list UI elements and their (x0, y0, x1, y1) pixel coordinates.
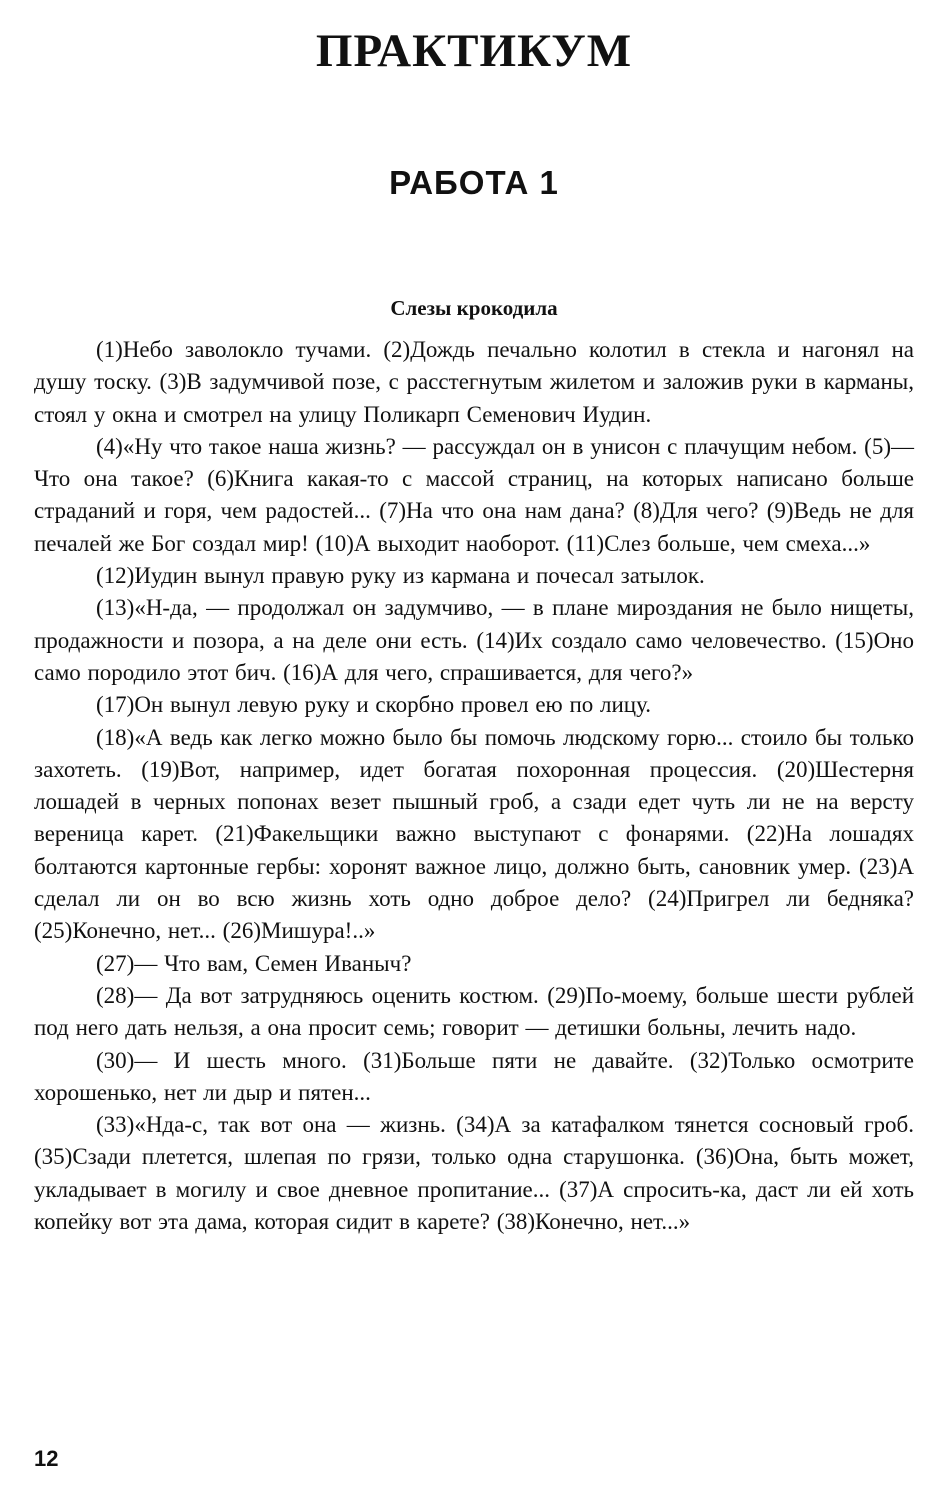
paragraph: (28)— Да вот затрудняюсь оценить костюм. (29)По-моему, больше шести рублей под него дать нельзя, а она просит семь; говорит — детишки больны, лечить надо. (34, 982, 914, 1041)
work-title: РАБОТА 1 (389, 164, 559, 201)
story-text (34, 334, 914, 1238)
story-title: Слезы крокодила (390, 296, 558, 320)
paragraph: (30)— И шесть много. (31)Больше пяти не давайте. (32)Только осмотрите хорошенько, нет ли дыр и пятен... (34, 1047, 914, 1105)
paragraph: (4)«Ну что такое наша жизнь? — рассуждал он в унисон с плачущим небом. (5)— Что она такое? (6)Книга какая-то с массой страниц, на которых написано больше страданий и горя, чем радостей... (7)На что она нам дана? (8)Для чего? (9)Ведь не для печалей же Бог создал мир! (10)А выходит наоборот. (11)Слез больше, чем смеха...» (34, 433, 914, 556)
paragraph: (13)«Н-да, — продолжал он задумчиво, — в плане мироздания не было нищеты, продажности и позора, а на деле они есть. (14)Их создало само человечество. (15)Оно само породило этот бич. (16)А для чего, спрашивается, для чего?» (34, 595, 914, 685)
paragraph: (12)Иудин вынул правую руку из кармана и почесал затылок. (96, 563, 705, 589)
book-page (34, 0, 914, 1506)
page-number: 12 (34, 1446, 59, 1471)
page-heading: ПРАКТИКУМ (315, 25, 633, 77)
paragraph: (17)Он вынул левую руку и скорбно провел ею по лицу. (96, 692, 652, 718)
paragraph: (1)Небо заволокло тучами. (2)Дождь печально колотил в стекла и нагонял на душу тоску. (3)В задумчивой позе, с расстегнутым жилетом и заложив руки в карманы, стоял у окна и смотрел на улицу Поликарп Семенович Иудин. (34, 337, 914, 427)
paragraph: (27)— Что вам, Семен Иваныч? (96, 950, 412, 976)
paragraph: (33)«Нда-с, так вот она — жизнь. (34)А за катафалком тянется сосновый гроб. (35)Сзади плетется, шлепая по грязи, только одна старушонка. (36)Она, быть может, укладывает в могилу и свое дневное пропитание... (37)А спросить-ка, даст ли ей хоть копейку вот эта дама, которая сидит в карете? (38)Конечно, нет...» (34, 1112, 914, 1235)
paragraph: (18)«А ведь как легко можно было бы помочь людскому горю... стоило бы только захотеть. (19)Вот, например, идет богатая похоронная процессия. (20)Шестерня лошадей в черных попонах везет пышный гроб, а сзади едет чуть ли не на версту вереница карет. (21)Факельщики важно выступают с фонарями. (22)На лошадях болтаются картонные гербы: хоронят важное лицо, должно быть, сановник умер. (23)А сделал ли он во всю жизнь хоть одно доброе дело? (24)Пригрел ли бедняка? (25)Конечно, нет... (26)Мишура!..» (34, 724, 914, 944)
